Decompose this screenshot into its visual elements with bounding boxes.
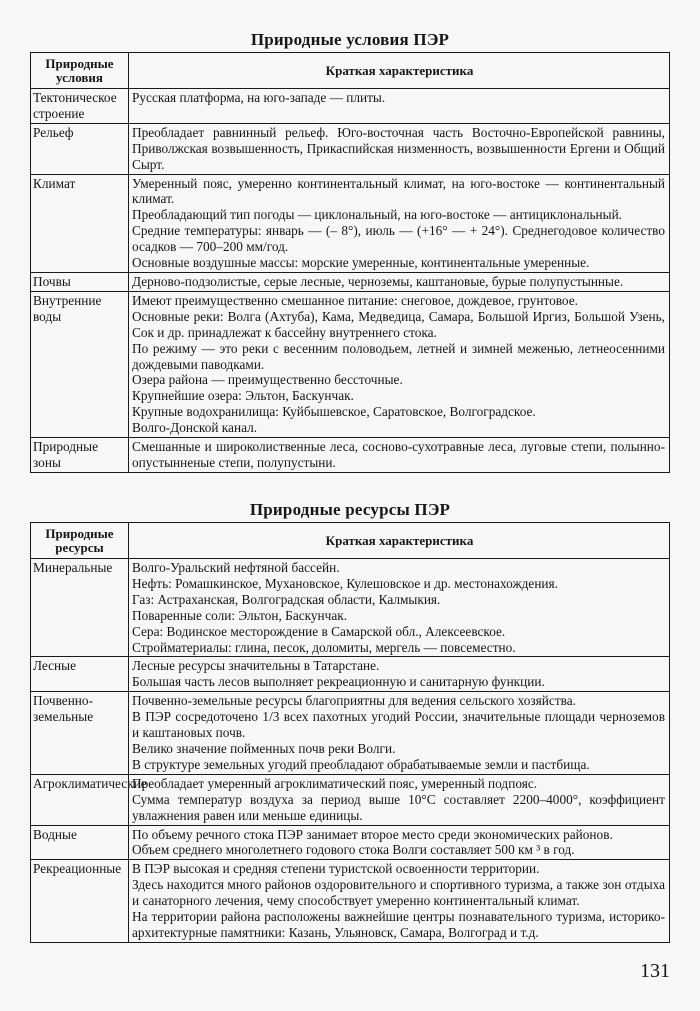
table-row [31, 174, 670, 272]
description-line: Поваренные соли: Эльтон, Баскунчак. [132, 607, 348, 623]
description-line: Нефть: Ромашкинское, Мухановское, Кулешовское и др. местонахождения. [132, 575, 558, 591]
row-description [129, 291, 670, 437]
description-line: Волго-Донской канал. [132, 420, 258, 436]
table-row [31, 438, 670, 473]
table-row [31, 291, 670, 437]
row-description [129, 123, 670, 174]
table-row [31, 559, 670, 657]
page-number: 131 [640, 960, 670, 982]
table-row [31, 774, 670, 825]
row-label: Агроклиматические [31, 774, 129, 825]
row-label: Тектоническое строение [31, 89, 129, 124]
row-label: Водные [31, 825, 129, 860]
description-line: Умеренный пояс, умеренно континентальный климат, на юго-востоке — континентальный климат. [132, 175, 665, 207]
table-row [31, 825, 670, 860]
row-description [129, 692, 670, 775]
description-line: По объему речного стока ПЭР занимает второе место среди экономических районов. [132, 826, 613, 842]
table2-header-col2: Краткая характеристика [129, 523, 670, 559]
description-line: По режиму — это реки с весенним половодьем, летней и зимней меженью, летнеосенними дождевыми паводками. [132, 340, 665, 372]
row-description [129, 774, 670, 825]
description-line: Имеют преимущественно смешанное питание: снеговое, дождевое, грунтовое. [132, 292, 578, 308]
description-line: Смешанные и широколиственные леса, сосново-сухотравные леса, луговые степи, полынно-опустынненые степи, полупустыни. [132, 439, 665, 470]
table1-header-col1: Природные условия [31, 53, 129, 89]
description-line: Крупные водохранилища: Куйбышевское, Саратовское, Волгоградское. [132, 404, 536, 420]
description-line: Преобладающий тип погоды — циклональный, на юго-востоке — антициклональный. [132, 207, 623, 223]
row-description [129, 657, 670, 692]
description-line: Озера района — преимущественно бессточные. [132, 372, 403, 388]
row-description [129, 559, 670, 657]
natural-resources-table [30, 522, 670, 943]
description-line: В ПЭР сосредоточено 1/3 всех пахотных угодий России, значительные площади черноземов и каштановых почв. [132, 709, 665, 741]
description-line: Средние температуры: январь — (– 8°), июль — (+16° — + 24°). Среднегодовое количество осадков — 700–200 мм/год. [132, 223, 665, 255]
table1-header-col2: Краткая характеристика [129, 53, 670, 89]
row-description [129, 174, 670, 272]
description-line: Крупнейшие озера: Эльтон, Баскунчак. [132, 388, 354, 404]
row-label: Минеральные [31, 559, 129, 657]
description-line: Дерново-подзолистые, серые лесные, черноземы, каштановые, бурые полупустынные. [132, 273, 624, 289]
description-line: На территории района расположены важнейшие центры познавательного туризма, историко-архитектурные памятники: Казань, Ульяновск, Самара, Волгоград и т.д. [132, 909, 665, 940]
description-line: Сумма температур воздуха за период выше 10°С составляет 2200–4000°, коэффициент увлажнения равен или меньше единицы. [132, 791, 665, 823]
row-description [129, 89, 670, 124]
row-label: Лесные [31, 657, 129, 692]
table-row [31, 123, 670, 174]
description-line: Газ: Астраханская, Волгоградская области, Калмыкия. [132, 591, 441, 607]
description-line: Лесные ресурсы значительны в Татарстане. [132, 658, 380, 674]
section2-title: Природные ресурсы ПЭР [249, 500, 451, 519]
table-row [31, 860, 670, 943]
row-label: Климат [31, 174, 129, 272]
description-line: Объем среднего многолетнего годового стока Волги составляет 500 км ³ в год. [132, 842, 575, 858]
description-line: Преобладает умеренный агроклиматический пояс, умеренный подпояс. [132, 775, 538, 791]
row-label: Рекреационные [31, 860, 129, 943]
table-row [31, 89, 670, 124]
description-line: Основные воздушные массы: морские умеренные, континентальные умеренные. [132, 255, 590, 271]
row-label: Почвы [31, 272, 129, 291]
row-label: Почвенно-земельные [31, 692, 129, 775]
description-line: Почвенно-земельные ресурсы благоприятны для ведения сельского хозяйства. [132, 693, 576, 709]
description-line: Сера: Водинское месторождение в Самарской обл., Алексеевское. [132, 623, 506, 639]
description-line: Русская платформа, на юго-западе — плиты. [132, 90, 386, 105]
section1-title: Природные условия ПЭР [250, 30, 450, 49]
row-label: Природные зоны [31, 438, 129, 473]
row-label: Внутренние воды [31, 291, 129, 437]
row-description [129, 272, 670, 291]
description-line: Преобладает равнинный рельеф. Юго-восточная часть Восточно-Европейской равнины, Приволжская возвышенность, Прикаспийская низменность, возвышенности Ергени и Общий Сырт. [132, 124, 665, 172]
description-line: Большая часть лесов выполняет рекреационную и санитарную функции. [132, 674, 545, 690]
description-line: В ПЭР высокая и средняя степени туристской освоенности территории. [132, 861, 540, 877]
description-line: Основные реки: Волга (Ахтуба), Кама, Медведица, Самара, Большой Иргиз, Большой Узень, Сок и др. принадлежат к бассейну внутреннего стока. [132, 308, 665, 340]
description-line: В структуре земельных угодий преобладают обрабатываемые земли и пастбища. [132, 756, 590, 772]
table-row [31, 692, 670, 775]
natural-conditions-table [30, 52, 670, 473]
description-line: Здесь находится много районов оздоровительного и спортивного туризма, а также зон отдыха и санаторного лечения, чему способствует умеренно континентальный климат. [132, 877, 665, 909]
row-description [129, 860, 670, 943]
row-label: Рельеф [31, 123, 129, 174]
description-line: Велико значение пойменных почв реки Волги. [132, 740, 396, 756]
row-description [129, 825, 670, 860]
table-row [31, 272, 670, 291]
description-line: Стройматериалы: глина, песок, доломиты, мергель — повсеместно. [132, 639, 516, 655]
table-row [31, 657, 670, 692]
row-description [129, 438, 670, 473]
description-line: Волго-Уральский нефтяной бассейн. [132, 560, 340, 575]
table2-header-col1: Природные ресурсы [31, 523, 129, 559]
